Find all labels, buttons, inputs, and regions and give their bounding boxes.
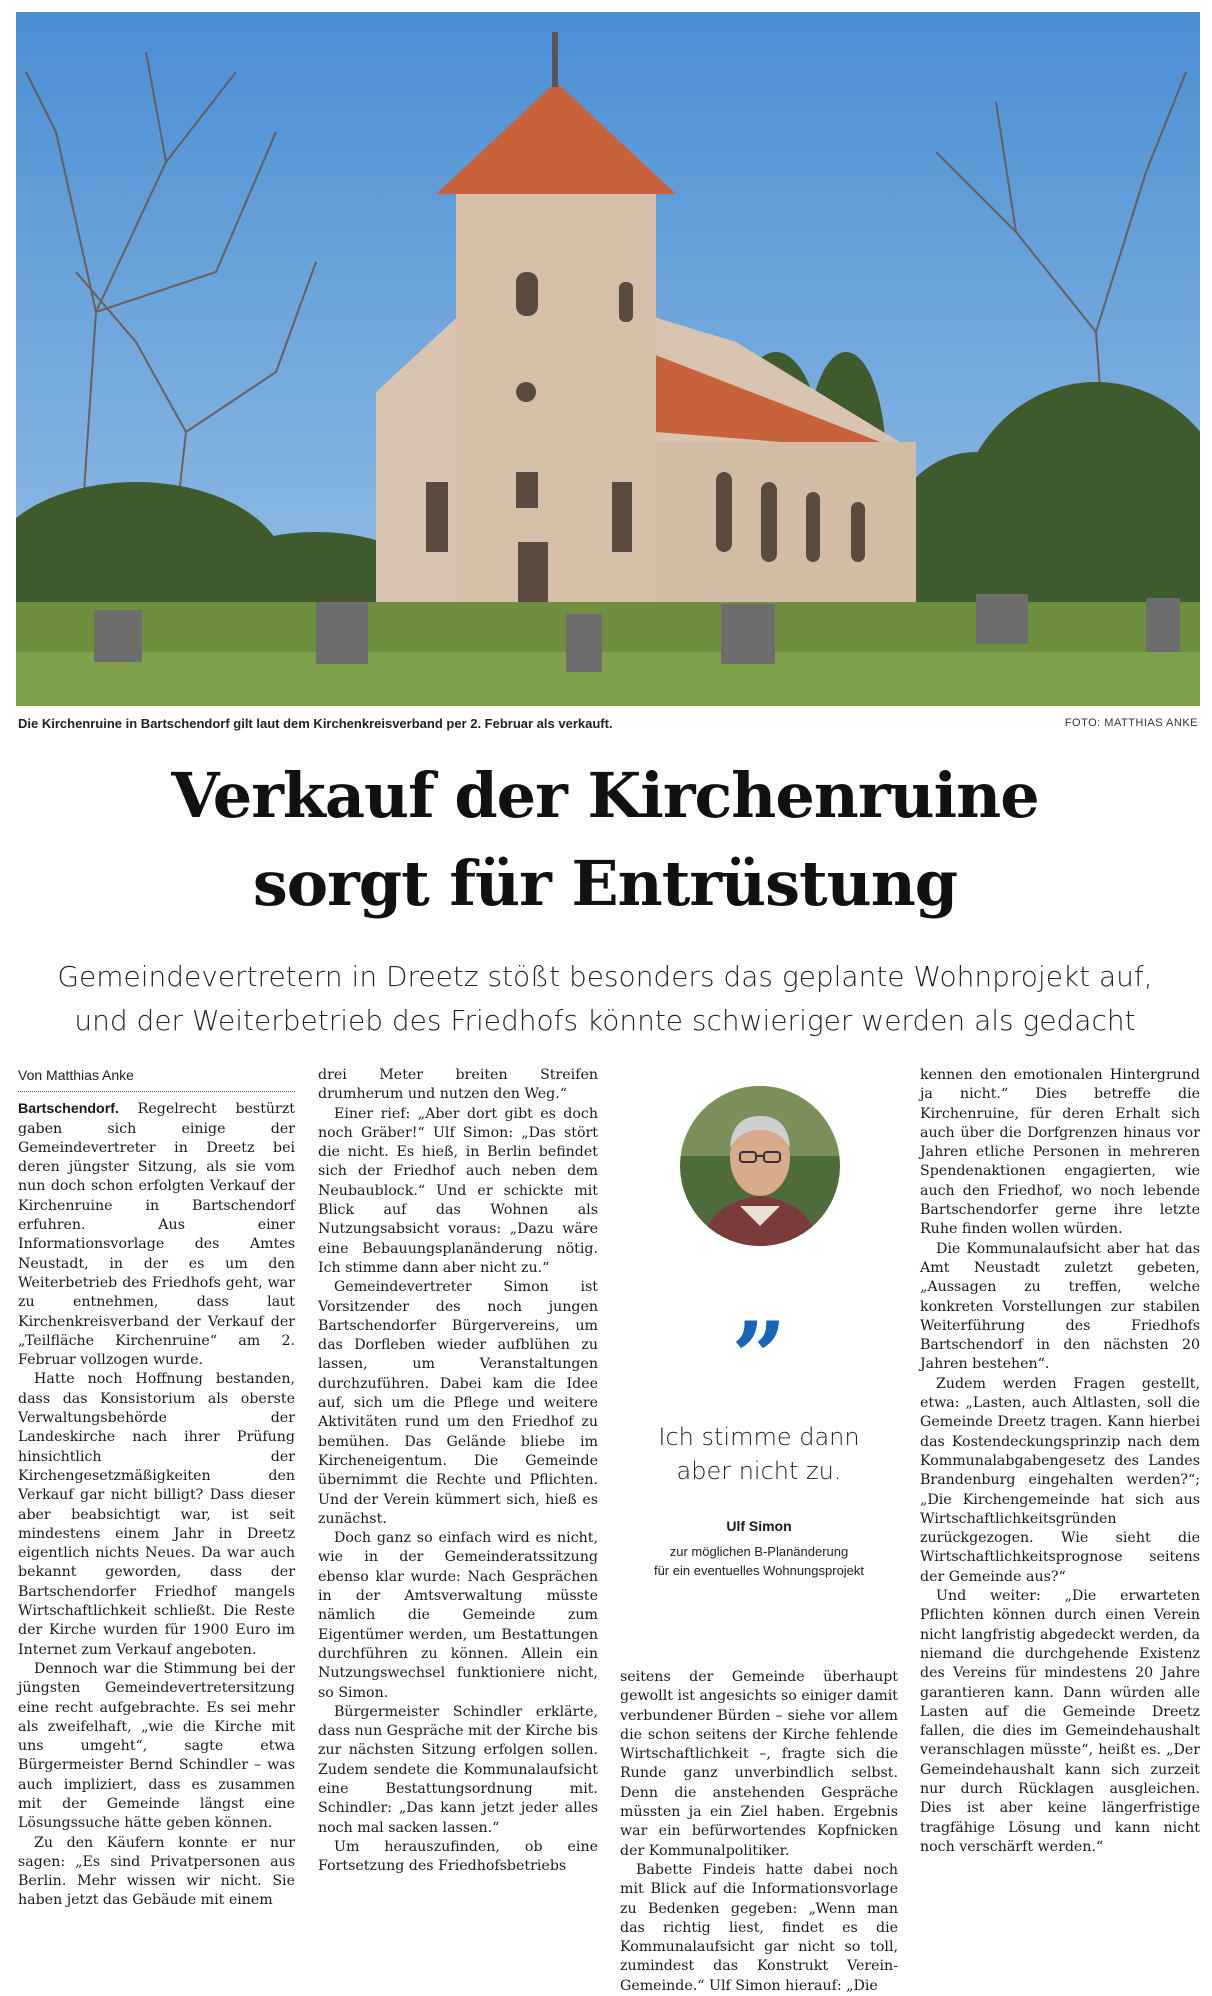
quote-mark-icon: ”	[731, 1301, 787, 1414]
church-ruin-photo	[16, 12, 1200, 706]
paragraph: Zu den Käufern konnte er nur sagen: „Es sind Privatpersonen aus Berlin. Mehr wissen wir nicht. Sie haben jetzt das Gebäude mit einem	[18, 1834, 295, 1909]
byline: Von Matthias Anke	[18, 1066, 295, 1092]
paragraph: Dennoch war die Stimmung bei der jüngsten Gemeindevertretersitzung eine recht aufgebrachte. Es sei mehr als zweifelhaft, „wie die Kirche mit uns umgeht“, sagte etwa Bürgermeister Bernd Schindler – was auch impliziert, dass es zusammen mit der Gemeinde längst eine Lösungssuche hätte geben können.	[18, 1660, 295, 1832]
article-column-4	[920, 1066, 1200, 1857]
paragraph: Zudem werden Fragen gestellt, etwa: „Lasten, auch Altlasten, soll die Gemeinde Dreetz tragen. Kann hierbei das Kostendeckungsprinzip nach dem Kommunalabgabengesetz des Landes Brandenburg eingehalten werden?“; „Die Kirchengemeinde hat sich aus Wirtschaftlichkeitsgründen zurückgezogen. Wie sieht die Wirtschaftlichkeitsprognose seitens der Gemeinde aus?“	[920, 1375, 1200, 1585]
paragraph: Um herauszufinden, ob eine Fortsetzung des Friedhofsbetriebs	[318, 1838, 598, 1875]
subheadline-line-1: Gemeindevertretern in Dreetz stößt besonders das geplante Wohnprojekt auf,	[57, 960, 1153, 993]
subheadline	[30, 955, 1180, 1043]
dateline: Bartschendorf.	[18, 1101, 119, 1118]
paragraph: kennen den emotionalen Hintergrund ja nicht.“ Dies betreffe die Kirchenruine, für deren Erhalt sich auch über die Dorfgrenzen hinaus vor Jahren etliche Personen in mehreren Spendenaktionen engagierten, wie auch den Friedhof, wo noch lebende Bartschendorfer gerne ihre letzte Ruhe finden wollen würden.	[920, 1067, 1200, 1238]
photo-caption-bar	[18, 714, 1198, 736]
quote-context-line-1: zur möglichen B-Planänderung	[669, 1544, 849, 1559]
photo-caption: Die Kirchenruine in Bartschendorf gilt laut dem Kirchenkreisverband per 2. Februar als verkauft.	[18, 716, 613, 731]
quote-author: Ulf Simon	[726, 1518, 792, 1534]
paragraph: seitens der Gemeinde überhaupt gewollt ist angesichts so einiger damit verbundener Bürden – siehe vor allem die schon seitens der Kirche fehlende Wirtschaftlichkeit –, fragte sich die Runde ganz unverbindlich selbst. Denn die anstehenden Gespräche müssten ja ein Ziel haben. Ergebnis war ein befürwortendes Kopfnicken der Kommunalpolitiker.	[620, 1669, 898, 1859]
headline-line-1: Verkauf der Kirchenruine	[171, 759, 1039, 832]
paragraph: Und weiter: „Die erwarteten Pflichten können durch einen Verein nicht langfristig abgedeckt werden, da niemand die durchgehende Existenz des Vereins für mindestens 20 Jahre garantieren kann. Dann würden alle Lasten auf die Gemeinde Dreetz fallen, die dies im Gemeindehaushalt veranschlagen müsste“, heißt es. „Der Gemeindehaushalt kann sich zurzeit nur durch Rücklagen ausgleichen. Dies ist aber keine längerfristige tragfähige Lösung und kann nicht noch verschärft werden.“	[920, 1588, 1200, 1855]
paragraph: Die Kommunalaufsicht aber hat das Amt Neustadt zuletzt gebeten, „Aussagen zu treffen, welche konkreten Vorstellungen zur stabilen Weiterführung des Friedhofs Bartschendorf in den nächsten 20 Jahren bestehen“.	[920, 1240, 1200, 1373]
article-column-2	[318, 1066, 598, 1876]
article-column-3	[620, 1668, 898, 1996]
quote-context-line-2: für ein eventuelles Wohnungsprojekt	[653, 1563, 865, 1578]
quote-text-line-1: Ich stimme dann	[658, 1423, 860, 1451]
paragraph-text: Regelrecht bestürzt gaben sich einige der Gemeindevertreter in Dreetz bei deren jüngster Sitzung, als sie vom nun doch schon erfolgten Verkauf der Kirchenruine in Bartschendorf erfuhren. Aus einer Informationsvorlage des Amtes Neustadt, in der es um den Weiterbetrieb des Friedhofs geht, war zu entnehmen, dass laut Kirchenkreisverband der Verkauf der „Teilfläche Kirchenruine“ am 2. Februar vollzogen wurde.	[18, 1101, 296, 1369]
portrait-photo	[680, 1086, 840, 1246]
photo-credit: FOTO: MATTHIAS ANKE	[1064, 717, 1198, 729]
article-column-1	[18, 1066, 295, 1911]
paragraph: Doch ganz so einfach wird es nicht, wie in der Gemeinderatssitzung ebenso klar wurde: Nach Gesprächen in der Amtsverwaltung müsste nämlich die Gemeinde zum Eigentümer werden, um Bestattungen durchführen zu können. Allein ein Nutzungswechsel funktioniere nicht, so Simon.	[318, 1530, 598, 1701]
paragraph: drei Meter breiten Streifen drumherum und nutzen den Weg.“	[318, 1067, 598, 1103]
pull-quote	[620, 1070, 898, 1630]
portrait-illustration	[680, 1086, 840, 1246]
subheadline-line-2: und der Weiterbetrieb des Friedhofs könnte schwieriger werden als gedacht	[74, 1004, 1136, 1037]
paragraph: Einer rief: „Aber dort gibt es doch noch Gräber!“ Ulf Simon: „Das stört die nicht. Es hieß, in Berlin befindet sich der Friedhof auch neben dem Neubaublock.“ Und er schickte mit Blick auf das Wohnen als Nutzungsabsicht voraus: „Dazu wäre eine Bebauungsplanänderung nötig. Ich stimme dann aber nicht zu.“	[318, 1105, 598, 1276]
quote-text-line-2: aber nicht zu.	[676, 1457, 842, 1485]
quote-context	[620, 1542, 898, 1580]
paragraph: Babette Findeis hatte dabei noch mit Blick auf die Informationsvorlage zu Bedenken gegeben: „Wenn man das richtig liest, findet es die Kommunalaufsicht gar nicht so toll, zumindest das Konstrukt Verein-Gemeinde.“ Ulf Simon hierauf: „Die	[620, 1861, 898, 1994]
headline-line-2: sorgt für Entrüstung	[252, 847, 958, 920]
church-ruin-illustration	[16, 12, 1200, 706]
headline	[40, 752, 1170, 928]
paragraph: Hatte noch Hoffnung bestanden, dass das Konsistorium als oberste Verwaltungsbehörde der Landeskirche nach ihrer Prüfung hinsichtlich der Kirchengesetzmäßigkeiten den Verkauf gar nicht billigt? Dass dieser aber beabsichtigt war, ist seit mindestens einem Jahr in Dreetz eigentlich nichts Neues. Da war auch bekannt geworden, dass der Bartschendorfer Friedhof mangels Wirtschaftlichkeit schließt. Die Reste der Kirche wurden für 1900 Euro im Internet zum Verkauf angeboten.	[18, 1371, 295, 1658]
paragraph: Gemeindevertreter Simon ist Vorsitzender des noch jungen Bartschendorfer Bürgervereins, um das Dorfleben wieder aufblühen zu lassen, um Veranstaltungen durchzuführen. Dabei kam die Idee auf, sich um die Pflege und weitere Aktivitäten rund um den Friedhof zu bemühen. Das Gelände bliebe im Kircheneigentum. Die Gemeinde übernimmt die Rechte und Pflichten. Und der Verein kümmert sich, hieß es zunächst.	[318, 1279, 598, 1527]
quote-text	[620, 1420, 898, 1488]
paragraph	[18, 1100, 295, 1370]
paragraph: Bürgermeister Schindler erklärte, dass nun Gespräche mit der Kirche bis zur nächsten Sitzung erfolgen sollen. Zudem sendete die Kommunalaufsicht eine Bestattungsordnung mit. Schindler: „Das kann jetzt jeder alles noch mal sacken lassen.“	[318, 1703, 598, 1836]
